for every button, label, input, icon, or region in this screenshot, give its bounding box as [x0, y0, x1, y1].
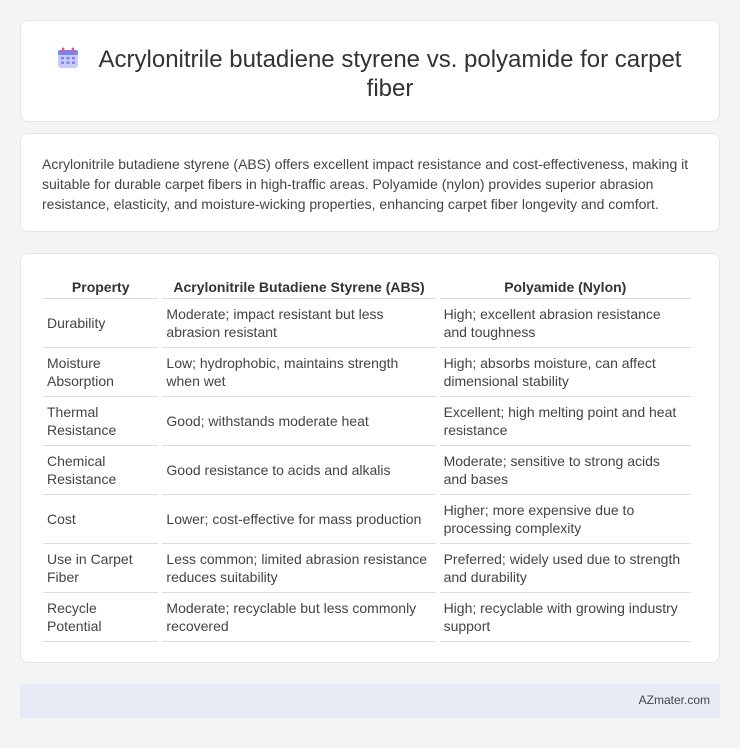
property-cell: Use in Carpet Fiber	[43, 544, 158, 593]
table-header-row	[43, 276, 691, 299]
table-row	[43, 446, 691, 495]
comparison-table	[39, 276, 695, 642]
table-row	[43, 348, 691, 397]
abs-cell: Good; withstands moderate heat	[162, 397, 435, 446]
nylon-cell: High; recyclable with growing industry support	[440, 593, 691, 642]
page-title: Acrylonitrile butadiene styrene vs. polyamide for carpet fiber	[98, 46, 682, 102]
description-text: Acrylonitrile butadiene styrene (ABS) offers excellent impact resistance and cost-effectiveness, making it suitable for durable carpet fibers in high-traffic areas. Polyamide (nylon) provides superior abrasion resistance, elasticity, and moisture-wicking properties, enhancing carpet fiber longevity and comfort.	[42, 156, 689, 212]
abs-cell: Less common; limited abrasion resistance reduces suitability	[162, 544, 435, 593]
column-header-property: Property	[43, 276, 158, 299]
title-card	[20, 20, 720, 122]
table-row	[43, 544, 691, 593]
table-row	[43, 593, 691, 642]
property-cell: Chemical Resistance	[43, 446, 158, 495]
abs-cell: Moderate; recyclable but less commonly recovered	[162, 593, 435, 642]
description-card	[20, 133, 720, 232]
nylon-cell: Excellent; high melting point and heat resistance	[440, 397, 691, 446]
property-cell: Durability	[43, 299, 158, 348]
column-header-abs: Acrylonitrile Butadiene Styrene (ABS)	[162, 276, 435, 299]
nylon-cell: Moderate; sensitive to strong acids and bases	[440, 446, 691, 495]
nylon-cell: High; absorbs moisture, can affect dimensional stability	[440, 348, 691, 397]
abs-cell: Low; hydrophobic, maintains strength when wet	[162, 348, 435, 397]
abs-cell: Moderate; impact resistant but less abrasion resistant	[162, 299, 435, 348]
comparison-card	[20, 253, 720, 663]
site-credit: AZmater.com	[638, 693, 710, 707]
property-cell: Thermal Resistance	[43, 397, 158, 446]
table-row	[43, 397, 691, 446]
property-cell: Recycle Potential	[43, 593, 158, 642]
calendar-icon	[57, 47, 79, 69]
footer-bar	[20, 684, 720, 718]
table-row	[43, 495, 691, 544]
abs-cell: Good resistance to acids and alkalis	[162, 446, 435, 495]
property-cell: Cost	[43, 495, 158, 544]
nylon-cell: High; excellent abrasion resistance and toughness	[440, 299, 691, 348]
table-row	[43, 299, 691, 348]
nylon-cell: Preferred; widely used due to strength and durability	[440, 544, 691, 593]
column-header-nylon: Polyamide (Nylon)	[440, 276, 691, 299]
abs-cell: Lower; cost-effective for mass production	[162, 495, 435, 544]
property-cell: Moisture Absorption	[43, 348, 158, 397]
title-row	[21, 45, 719, 103]
nylon-cell: Higher; more expensive due to processing complexity	[440, 495, 691, 544]
